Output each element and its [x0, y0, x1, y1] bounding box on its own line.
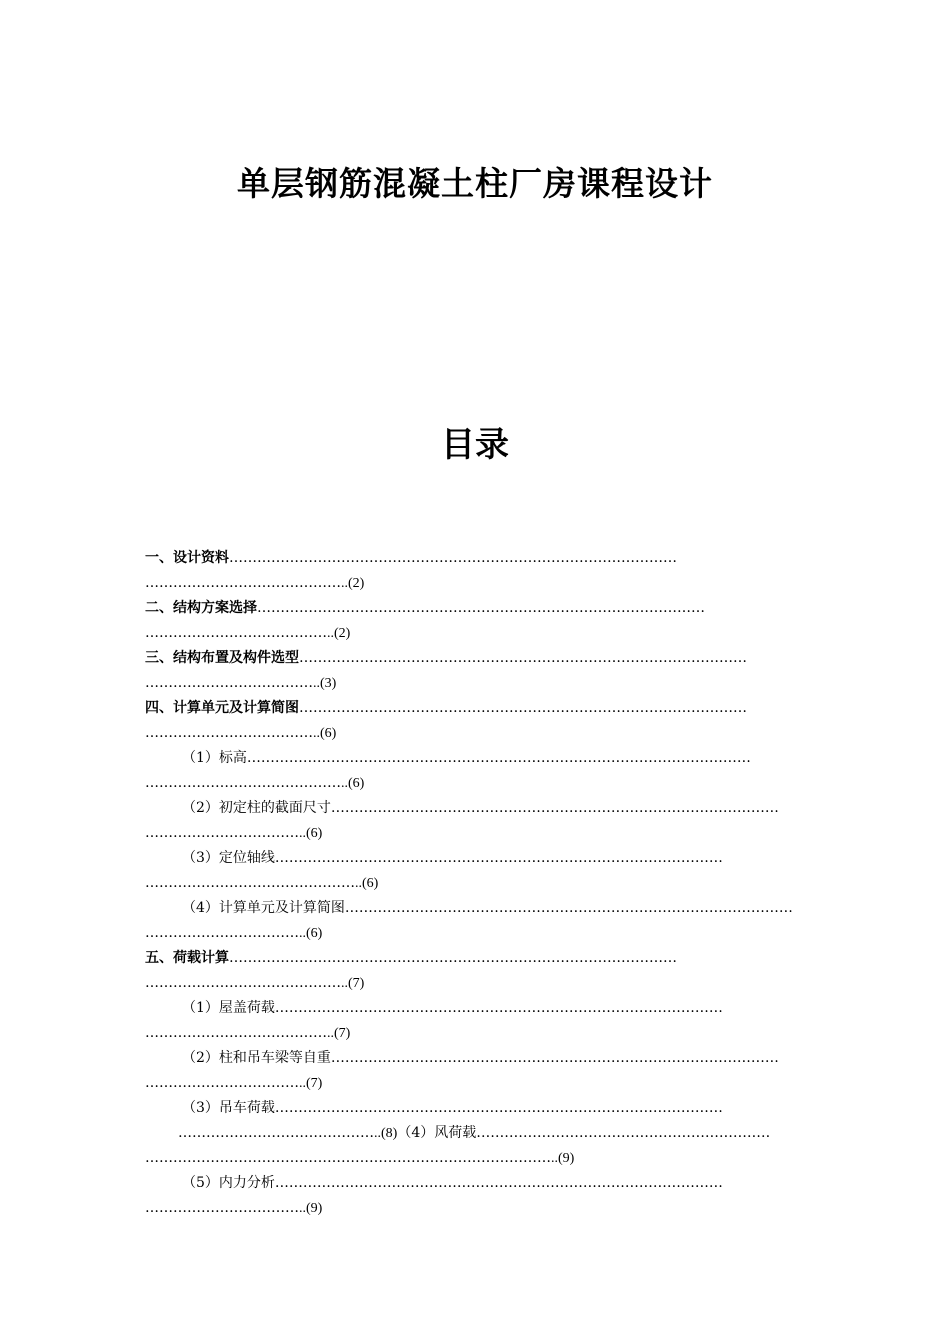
toc-entry-crane-wind-load[interactable]: （3）吊车荷载…………………………………………………………………………………… ……………………………………..(8)（4）风荷载……………………………………………………… ……………………………………………………………………………..(9) [145, 1096, 807, 1171]
toc-entry-self-weight[interactable]: （2）柱和吊车梁等自重…………………………………………………………………………………… ……………………………..(7) [145, 1050, 779, 1091]
toc-entry-layout-members[interactable]: 三、结构布置及构件选型…………………………………………………………………………………… ………………………………..(3) [145, 650, 747, 691]
toc-page-number: ..(9) [551, 1151, 575, 1166]
toc-page-number: ..(9) [299, 1201, 323, 1216]
toc-entry-calc-unit[interactable]: 四、计算单元及计算简图…………………………………………………………………………………… ………………………………..(6) [145, 700, 747, 741]
toc-entry-label: （2）初定柱的截面尺寸 [182, 800, 331, 816]
toc-page-number: ..(6) [299, 826, 323, 841]
toc-entry-label: （3）吊车荷载 [182, 1100, 275, 1116]
toc-entry-label: （4）风荷载 [397, 1125, 477, 1141]
toc-page-number: ..(6) [355, 876, 379, 891]
toc-page-number: ..(7) [341, 976, 365, 991]
toc-page-number: ..(8) [374, 1126, 398, 1141]
toc-entry-label: （1）屋盖荷载 [182, 1000, 275, 1016]
toc-entry-label: （1）标高 [182, 750, 247, 766]
toc-entry-label: 一、设计资料 [145, 550, 229, 566]
toc-page-number: ..(7) [327, 1026, 351, 1041]
toc-page-number: ..(6) [313, 726, 337, 741]
toc-continuation-line: ……………………………………………………………………………..(9) [145, 1150, 575, 1166]
toc-entry-design-data[interactable]: 一、设计资料…………………………………………………………………………………… ……………………………………..(2) [145, 550, 677, 591]
toc-entry-label: （2）柱和吊车梁等自重 [182, 1050, 331, 1066]
table-of-contents [145, 546, 807, 1221]
toc-entry-internal-force[interactable]: （5）内力分析…………………………………………………………………………………… ……………………………..(9) [145, 1175, 723, 1216]
toc-page-number: ..(6) [299, 926, 323, 941]
toc-entry-axis-lines[interactable]: （3）定位轴线…………………………………………………………………………………… ………………………………………..(6) [145, 850, 723, 891]
toc-entry-label: 五、荷载计算 [145, 950, 229, 966]
toc-entry-label: 二、结构方案选择 [145, 600, 257, 616]
toc-entry-label: （5）内力分析 [182, 1175, 275, 1191]
toc-page-number: ..(2) [341, 576, 365, 591]
toc-entry-label: 四、计算单元及计算简图 [145, 700, 299, 716]
toc-entry-load-calc[interactable]: 五、荷载计算…………………………………………………………………………………… ……………………………………..(7) [145, 950, 677, 991]
document-title: 单层钢筋混凝土柱厂房课程设计 [237, 164, 713, 203]
toc-entry-roof-load[interactable]: （1）屋盖荷载…………………………………………………………………………………… …………………………………..(7) [145, 1000, 723, 1041]
toc-heading: 目录 [441, 425, 509, 465]
toc-entry-label: （4）计算单元及计算简图 [182, 900, 345, 916]
toc-entry-label: 三、结构布置及构件选型 [145, 650, 299, 666]
toc-entry-elevation[interactable]: （1）标高……………………………………………………………………………………………… ……………………………………..(6) [145, 750, 751, 791]
toc-entry-structural-scheme[interactable]: 二、结构方案选择…………………………………………………………………………………… …………………………………..(2) [145, 600, 705, 641]
toc-page-number: ..(6) [341, 776, 365, 791]
toc-page-number: ..(3) [313, 676, 337, 691]
toc-entry-calc-diagram[interactable]: （4）计算单元及计算简图…………………………………………………………………………………… ……………………………..(6) [145, 900, 793, 941]
toc-entry-label: （3）定位轴线 [182, 850, 275, 866]
toc-page-number: ..(7) [299, 1076, 323, 1091]
toc-entry-column-section[interactable]: （2）初定柱的截面尺寸…………………………………………………………………………………… ……………………………..(6) [145, 800, 779, 841]
toc-page-number: ..(2) [327, 626, 351, 641]
